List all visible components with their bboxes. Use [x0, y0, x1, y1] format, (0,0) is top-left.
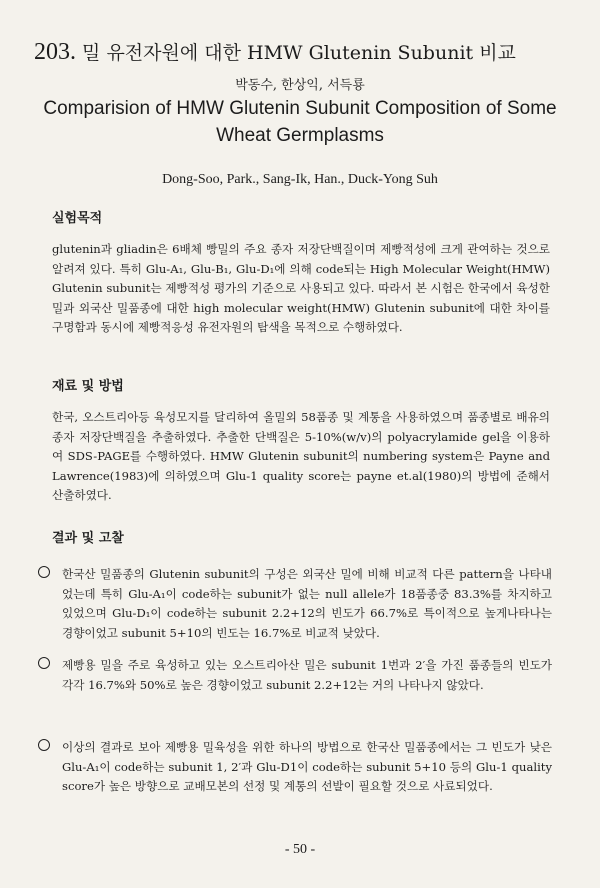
- heading-methods: 재료 및 방법: [52, 379, 124, 394]
- title-english: Comparision of HMW Glutenin Subunit Composition of Some Wheat Germplasms: [43, 98, 557, 146]
- title-korean-line: [34, 38, 516, 66]
- paragraph-methods: 한국, 오스트리아등 육성모지를 달리하여 올밀외 58품종 및 계통을 사용하였으며 품종별로 배유의 종자 저장단백질을 추출하였다. 추출한 단백질은 5-10%(w/v)의 polyacrylamide gel을 이용하여 SDS-PAGE를 수행하였다. HMW Glutenin subunit의 numbering system은 Payne and Lawrence(1983)에 의하였으며 Glu-1 quality score는 payne et.al(1980)의 방법에 준해서 산출하였다.: [52, 410, 550, 502]
- heading-results: 결과 및 고찰: [52, 531, 124, 546]
- result-item-text: 제빵용 밀을 주로 육성하고 있는 오스트리아산 밀은 subunit 1번과 2′을 가진 품종들의 빈도가 각각 16.7%와 50%로 높은 경향이었고 subunit 2.2+12는 거의 나타나지 않았다.: [62, 658, 552, 692]
- authors-korean: 박동수, 한상익, 서득룡: [235, 78, 365, 93]
- page-number: - 50 -: [284, 842, 316, 857]
- authors-english: Dong-Soo, Park., Sang-Ik, Han., Duck-Yong Suh: [162, 172, 438, 187]
- circle-bullet-icon: [38, 739, 50, 751]
- result-item-text: 한국산 밀품종의 Glutenin subunit의 구성은 외국산 밀에 비해 비교적 다른 pattern을 나타내었는데 특히 Glu-A₁이 code하는 subunit가 없는 null allele가 18품종중 83.3%를 차지하고 있었으며 Glu-D₁이 code하는 subunit 2.2+12의 빈도가 66.7%로 특이적으로 높게나타나는 경향이었고 subunit 5+10의 빈도는 16.7%로 비교적 낮았다.: [62, 567, 552, 640]
- title-korean: 밀 유전자원에 대한 HMW Glutenin Subunit 비교: [82, 42, 516, 64]
- circle-bullet-icon: [38, 566, 50, 578]
- result-item-1: [38, 565, 552, 643]
- paragraph-objective: glutenin과 gliadin은 6배체 빵밀의 주요 종자 저장단백질이며 제빵적성에 크게 관여하는 것으로 알려져 있다. 특히 Glu-A₁, Glu-B₁, Glu-D₁에 의해 code되는 High Molecular Weight(HMW) Glutenin subunit는 제빵적성 평가의 기준으로 사용되고 있다. 따라서 본 시험은 한국에서 육성한 밀과 외국산 밀품종에 대한 high molecular weight(HMW) Glutenin subunit에 대한 차이를 구명함과 동시에 제빵적응성 유전자원의 탐색을 목적으로 수행하였다.: [52, 242, 550, 334]
- result-item-text: 이상의 결과로 보아 제빵용 밀육성을 위한 하나의 방법으로 한국산 밀품종에서는 그 빈도가 낮은 Glu-A₁이 code하는 subunit 1, 2′과 Glu-D1이 code하는 subunit 5+10 등의 Glu-1 quality score가 높은 방향으로 교배모본의 선정 및 계통의 선발이 필요할 것으로 사료되었다.: [62, 740, 552, 793]
- abstract-number: 203.: [34, 39, 76, 65]
- circle-bullet-icon: [38, 657, 50, 669]
- heading-objective: 실험목적: [52, 211, 103, 226]
- result-item-3: [38, 738, 552, 797]
- result-item-2: [38, 656, 552, 695]
